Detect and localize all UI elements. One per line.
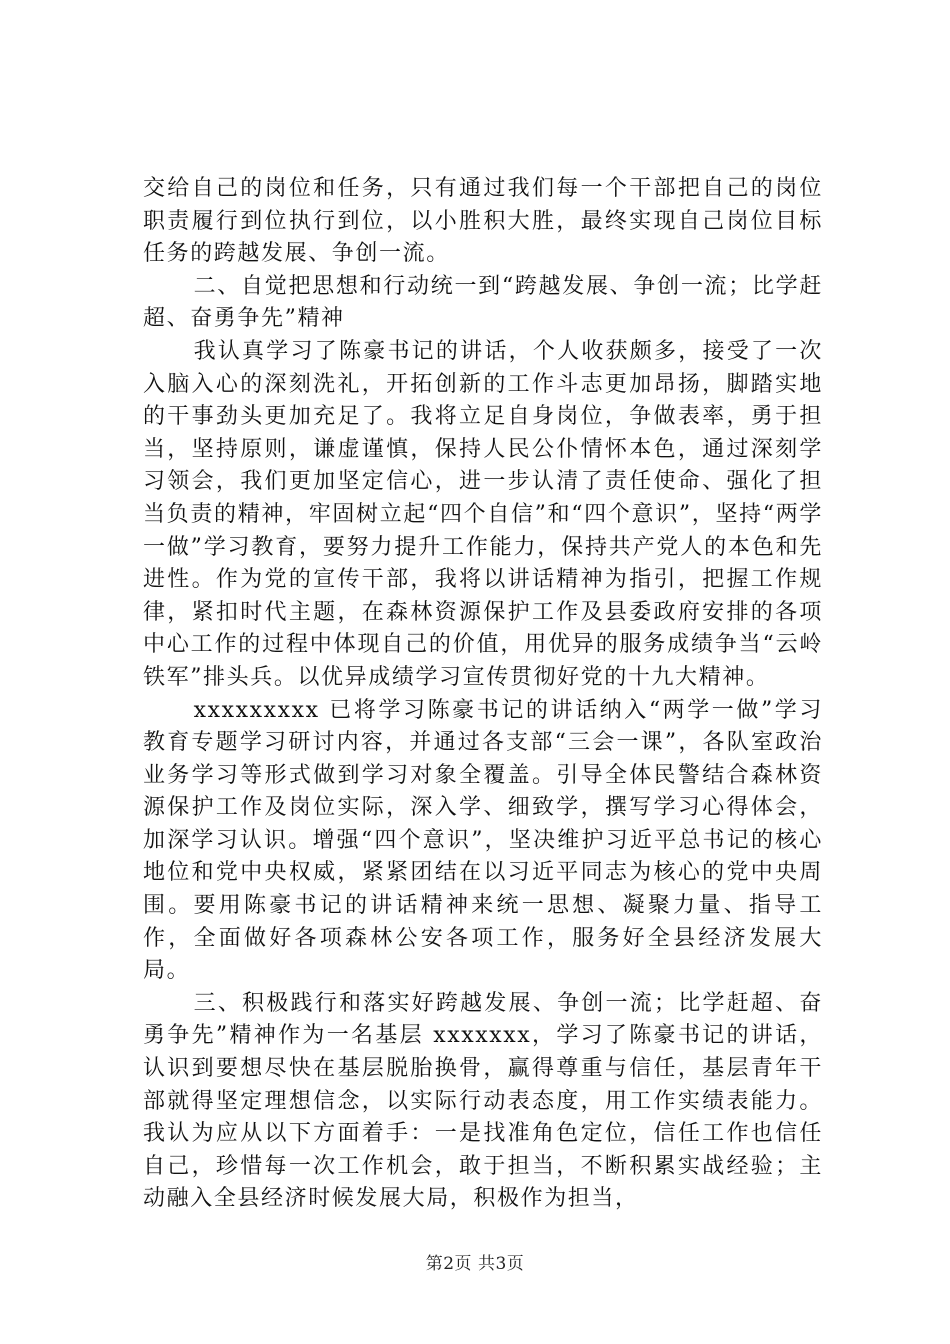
paragraph-1: 交给自己的岗位和任务，只有通过我们每一个干部把自己的岗位职责履行到位执行到位，以小胜积大胜，最终实现自己岗位目标任务的跨越发展、争创一流。	[143, 176, 823, 267]
section-heading-3: 三、积极践行和落实好跨越发展、争创一流；比学赶超、奋勇争先”精神作为一名基层 xxxxxxx，学习了陈豪书记的讲话，认识到要想尽快在基层脱胎换骨，赢得尊重与信任，基层青年干部就得坚定理想信念，以实际行动表态度，用工作实绩表能力。我认为应从以下方面着手：一是找准角色定位，信任工作也信任自己，珍惜每一次工作机会，敢于担当，不断积累实战经验；主动融入全县经济时候发展大局，积极作为担当，	[143, 990, 823, 1212]
page-number-footer: 第2页 共3页	[425, 1254, 525, 1274]
paragraph-3: 我认真学习了陈豪书记的讲话，个人收获颇多，接受了一次入脑入心的深刻洗礼，开拓创新的工作斗志更加昂扬，脚踏实地的干事劲头更加充足了。我将立足自身岗位，争做表率，勇于担当，坚持原则，谦虚谨慎，保持人民公仆情怀本色，通过深刻学习领会，我们更加坚定信心，进一步认清了责任使命、强化了担当负责的精神，牢固树立起“四个自信”和“四个意识”，坚持“两学一做”学习教育，要努力提升工作能力，保持共产党人的本色和先进性。作为党的宣传干部，我将以讲话精神为指引，把握工作规律，紧扣时代主题，在森林资源保护工作及县委政府安排的各项中心工作的过程中体现自己的价值，用优异的服务成绩争当“云岭铁军”排头兵。以优异成绩学习宣传贯彻好党的十九大精神。	[143, 338, 823, 690]
document-body	[143, 173, 823, 1216]
paragraph-4: xxxxxxxxx 已将学习陈豪书记的讲话纳入“两学一做”学习教育专题学习研讨内容，并通过各支部“三会一课”，各队室政治业务学习等形式做到学习对象全覆盖。引导全体民警结合森林资源保护工作及岗位实际，深入学、细致学，撰写学习心得体会，加深学习认识。增强“四个意识”，坚决维护习近平总书记的核心地位和党中央权威，紧紧团结在以习近平同志为核心的党中央周围。要用陈豪书记的讲话精神来统一思想、凝聚力量、指导工作，全面做好各项森林公安各项工作，服务好全县经济发展大局。	[143, 697, 823, 984]
section-heading-2: 二、自觉把思想和行动统一到“跨越发展、争创一流；比学赶超、奋勇争先”精神	[143, 273, 823, 332]
